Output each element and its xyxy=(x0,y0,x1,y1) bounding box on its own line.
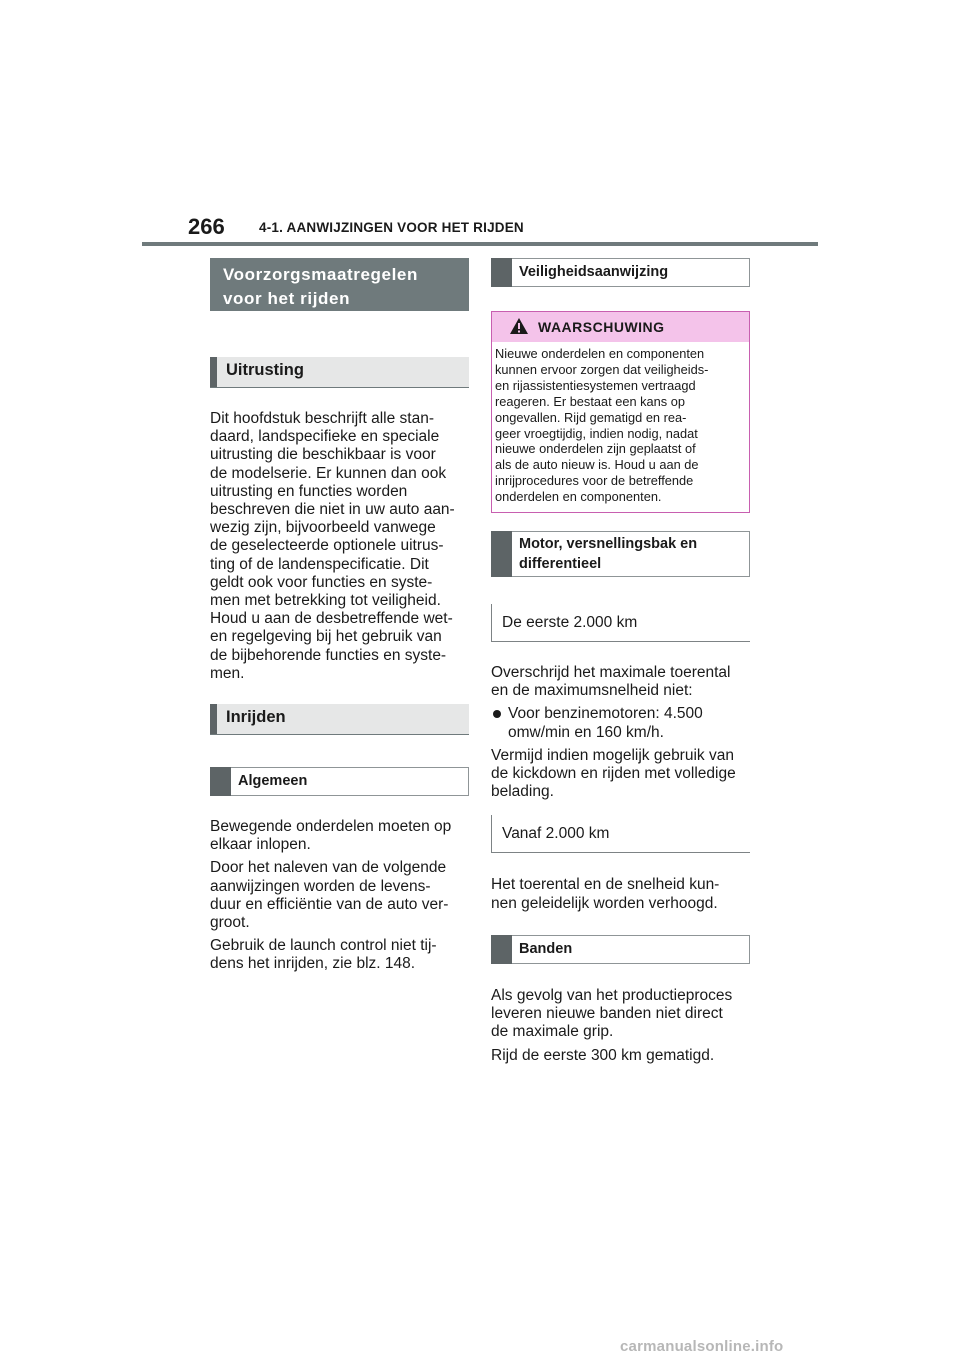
bullet-item xyxy=(491,705,750,741)
text-line: daard, landspecifieke en speciale xyxy=(210,428,440,446)
text-line: de maximale grip. xyxy=(491,1023,614,1041)
text-line: duur en efficiëntie van de auto ver- xyxy=(210,895,449,913)
text-line: ongevallen. Rijd gematigd en rea- xyxy=(495,409,687,425)
subheading-algemeen xyxy=(210,767,469,796)
text-line: en rijassistentiesystemen vertraagd xyxy=(495,377,696,393)
text-line: de kickdown en rijden met volledige xyxy=(491,765,736,783)
subheading-label: Banden xyxy=(519,940,573,957)
section-heading-uitrusting xyxy=(210,357,469,388)
text-line: geldt ook voor functies en syste- xyxy=(210,573,433,591)
text-line: aanwijzingen worden de levens- xyxy=(210,877,431,895)
subheading-label: Algemeen xyxy=(238,773,308,790)
text-line: nen geleidelijk worden verhoogd. xyxy=(491,894,718,912)
paragraph-launch-control xyxy=(210,937,469,973)
header-rule xyxy=(142,242,818,246)
paragraph-levensduur xyxy=(210,859,469,932)
text-line: uitrusting en functies worden xyxy=(210,482,408,500)
subheading-label: Motor, versnellingsbak en xyxy=(519,536,698,553)
warning-text xyxy=(492,342,749,512)
paragraph-toerental xyxy=(491,876,750,912)
distance-label: De eerste 2.000 km xyxy=(502,614,638,632)
paragraph-banden-gematigd xyxy=(491,1047,750,1065)
paragraph-inlopen xyxy=(210,818,469,854)
text-line: groot. xyxy=(210,914,250,932)
subheading-veiligheidsaanwijzing xyxy=(491,258,750,287)
text-line: men. xyxy=(210,664,245,682)
text-line: ting of de landenspecificatie. Dit xyxy=(210,555,429,573)
text-line: men met betrekking tot veiligheid. xyxy=(210,592,441,610)
watermark: carmanualsonline.info xyxy=(620,1338,784,1355)
text-line: en regelgeving bij het gebruik van xyxy=(210,628,442,646)
section-heading-label: Uitrusting xyxy=(226,361,304,379)
paragraph-vermijd xyxy=(491,747,750,802)
warning-title: WAARSCHUWING xyxy=(538,319,665,335)
section-heading-label: Inrijden xyxy=(226,708,286,727)
text-line: kunnen ervoor zorgen dat veiligheids- xyxy=(495,361,709,377)
paragraph-overschrijd xyxy=(491,664,750,700)
distance-heading-first xyxy=(491,604,750,642)
warning-box xyxy=(491,311,750,513)
paragraph-banden-grip xyxy=(491,987,750,1042)
section-heading-inrijden xyxy=(210,704,469,735)
text-line: Houd u aan de desbetreffende wet- xyxy=(210,610,453,628)
warning-triangle-icon xyxy=(509,317,529,335)
right-column xyxy=(491,258,750,1065)
text-line: omw/min en 160 km/h. xyxy=(508,723,664,741)
text-line: de geselecteerde optionele uitrus- xyxy=(210,537,444,555)
text-line: leveren nieuwe banden niet direct xyxy=(491,1005,723,1023)
text-line: de bijbehorende functies en syste- xyxy=(210,646,447,664)
subheading-banden xyxy=(491,935,750,964)
text-line: geer vroegtijdig, indien nodig, nadat xyxy=(495,425,698,441)
text-line: Door het naleven van de volgende xyxy=(210,859,447,877)
text-line: onderdelen en componenten. xyxy=(495,489,662,505)
text-line: elkaar inlopen. xyxy=(210,836,311,854)
text-line: uitrusting die beschikbaar is voor xyxy=(210,446,436,464)
text-line: als de auto nieuw is. Houd u aan de xyxy=(495,457,699,473)
subheading-label: Veiligheidsaanwijzing xyxy=(519,264,669,280)
text-line: belading. xyxy=(491,783,554,801)
subheading-label: differentieel xyxy=(519,556,602,573)
text-line: Gebruik de launch control niet tij- xyxy=(210,937,437,955)
text-line: Dit hoofdstuk beschrijft alle stan- xyxy=(210,410,434,427)
text-line: wezig zijn, bijvoorbeeld vanwege xyxy=(210,519,436,537)
banner-line: Voorzorgsmaatregelen xyxy=(223,265,418,284)
paragraph-uitrusting xyxy=(210,410,469,683)
page-number: 266 xyxy=(188,214,225,239)
distance-label: Vanaf 2.000 km xyxy=(502,825,610,843)
text-line: Vermijd indien mogelijk gebruik van xyxy=(491,746,734,764)
text-line: dens het inrijden, zie blz. 148. xyxy=(210,955,416,973)
chapter-banner xyxy=(210,258,469,311)
text-line: en de maximumsnelheid niet: xyxy=(491,682,693,700)
text-line: Nieuwe onderdelen en componenten xyxy=(495,346,705,361)
banner-line: voor het rijden xyxy=(223,289,351,308)
text-line: nieuwe onderdelen zijn geplaatst of xyxy=(495,441,696,457)
distance-heading-from xyxy=(491,815,750,853)
text-line: Het toerental en de snelheid kun- xyxy=(491,876,720,894)
subheading-motor xyxy=(491,531,750,577)
section-title: 4-1. AANWIJZINGEN VOOR HET RIJDEN xyxy=(259,220,524,235)
text-line: Rijd de eerste 300 km gematigd. xyxy=(491,1046,715,1064)
text-line: Als gevolg van het productieproces xyxy=(491,986,733,1004)
text-line: inrijprocedures voor de betreffende xyxy=(495,473,694,489)
warning-header xyxy=(492,312,749,342)
text-line: Bewegende onderdelen moeten op xyxy=(210,818,452,836)
bullet-dot xyxy=(493,710,501,718)
text-line: de modelserie. Er kunnen dan ook xyxy=(210,464,447,482)
text-line: Overschrijd het maximale toerental xyxy=(491,664,731,682)
text-line: Voor benzinemotoren: 4.500 xyxy=(508,705,703,723)
text-line: beschreven die niet in uw auto aan- xyxy=(210,501,455,519)
text-line: reageren. Er bestaat een kans op xyxy=(495,393,685,409)
left-column xyxy=(210,258,469,974)
